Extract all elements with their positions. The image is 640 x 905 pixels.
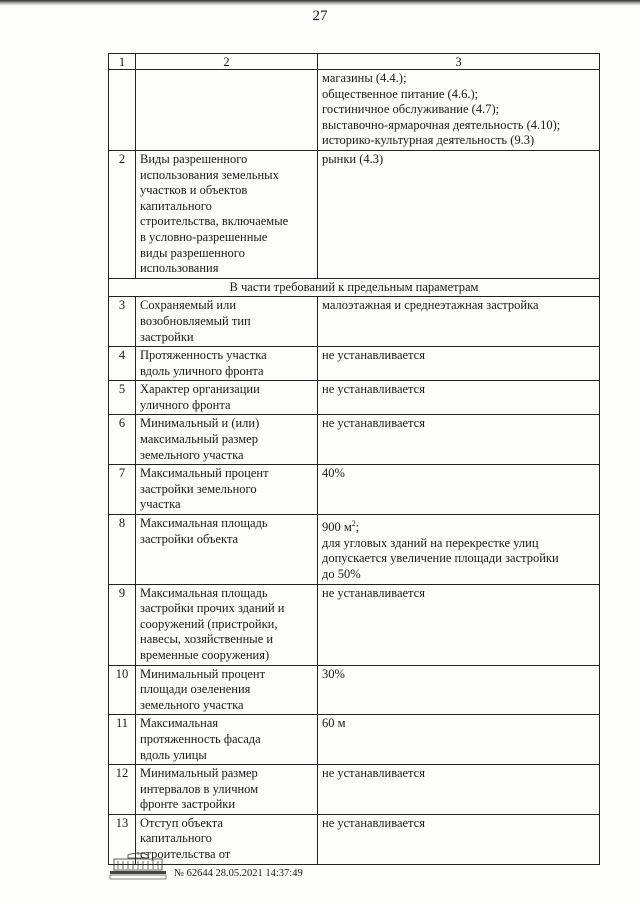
- parameter-line: участка: [140, 497, 181, 512]
- parameter-line: Протяженность участка: [140, 348, 267, 363]
- parameter-line: виды разрешенного: [140, 245, 245, 260]
- parameter-line: Максимальная: [140, 716, 219, 731]
- parameter-line: временные сооружения): [140, 647, 270, 662]
- row-parameter: [136, 665, 318, 715]
- value-line: 40%: [322, 466, 345, 481]
- area-unit-exponent: 2: [351, 519, 356, 529]
- parameter-line: площади озеленения: [140, 682, 251, 697]
- row-parameter: [136, 150, 318, 278]
- row-value: [318, 347, 600, 381]
- value-line: не устанавливается: [322, 382, 425, 397]
- parameter-line: Минимальный размер: [140, 766, 258, 781]
- table-row: [109, 715, 600, 765]
- parameter-line: Отступ объекта: [140, 815, 223, 830]
- table-row: [109, 347, 600, 381]
- area-tail: ;: [355, 520, 360, 535]
- row-number: 4: [109, 347, 136, 381]
- row-value: [318, 415, 600, 465]
- value-line: историко-культурная деятельность (9.3): [322, 133, 535, 148]
- row-value: [318, 381, 600, 415]
- row-number: [109, 70, 136, 151]
- parameter-line: уличного фронта: [140, 397, 231, 412]
- value-line: до 50%: [322, 566, 361, 581]
- value-line: не устанавливается: [322, 815, 425, 830]
- row-parameter: [136, 465, 318, 515]
- row-parameter: [136, 765, 318, 815]
- table-row: [109, 297, 600, 347]
- parameter-line: фронте застройки: [140, 797, 236, 812]
- parameter-line: Характер организации: [140, 382, 260, 397]
- parameter-line: застройки прочих зданий и: [140, 601, 285, 616]
- parameter-line: строительства от: [140, 847, 231, 862]
- parameter-line: Максимальная площадь: [140, 516, 268, 531]
- parameter-line: застройки объекта: [140, 531, 239, 546]
- row-number: 6: [109, 415, 136, 465]
- value-line: не устанавливается: [322, 585, 425, 600]
- value-line: не устанавливается: [322, 348, 425, 363]
- table-row: [109, 515, 600, 585]
- table-row: [109, 584, 600, 665]
- row-value: [318, 715, 600, 765]
- value-line: 30%: [322, 666, 345, 681]
- parameter-line: навесы, хозяйственные и: [140, 632, 274, 647]
- row-parameter: [136, 515, 318, 585]
- footer-stamp: [108, 852, 338, 882]
- parameter-line: Максимальный процент: [140, 466, 269, 481]
- row-value: [318, 465, 600, 515]
- row-value: [318, 584, 600, 665]
- value-line: [322, 516, 595, 536]
- row-value: [318, 765, 600, 815]
- row-value: [318, 297, 600, 347]
- row-parameter: [136, 584, 318, 665]
- header-col-3: 3: [318, 54, 600, 70]
- parameter-line: Максимальная площадь: [140, 585, 268, 600]
- value-line: магазины (4.4.);: [322, 71, 407, 85]
- row-number: 10: [109, 665, 136, 715]
- parameter-line: застройки земельного: [140, 481, 257, 496]
- parameter-line: в условно-разрешенные: [140, 229, 268, 244]
- row-parameter: [136, 415, 318, 465]
- table-row: [109, 381, 600, 415]
- row-parameter: [136, 347, 318, 381]
- row-number: 3: [109, 297, 136, 347]
- parameter-line: капитального: [140, 198, 212, 213]
- parameter-line: Минимальный процент: [140, 666, 266, 681]
- row-number: 5: [109, 381, 136, 415]
- row-value: [318, 515, 600, 585]
- value-line: не устанавливается: [322, 416, 425, 431]
- page-number: 27: [312, 8, 328, 24]
- value-line: общественное питание (4.6.);: [322, 86, 479, 101]
- row-parameter: [136, 715, 318, 765]
- value-line: 60 м: [322, 716, 346, 731]
- row-number: 12: [109, 765, 136, 815]
- parameter-line: строительства, включаемые: [140, 214, 289, 229]
- row-number: 9: [109, 584, 136, 665]
- header-col-1: 1: [109, 54, 136, 70]
- row-value: [318, 814, 600, 864]
- value-line: гостиничное обслуживание (4.7);: [322, 102, 500, 117]
- section-title: В части требований к предельным параметрам: [109, 278, 600, 297]
- row-parameter: [136, 70, 318, 151]
- row-parameter: [136, 297, 318, 347]
- parameter-line: земельного участка: [140, 697, 244, 712]
- row-value: рынки (4.3): [318, 150, 600, 278]
- value-line: малоэтажная и среднеэтажная застройка: [322, 298, 539, 313]
- table-row-continuation: [109, 70, 600, 151]
- parameter-line: возобновляемый тип: [140, 313, 251, 328]
- parameter-line: вдоль уличного фронта: [140, 363, 264, 378]
- parameter-line: сооружений (пристройки,: [140, 616, 278, 631]
- parameter-line: вдоль улицы: [140, 747, 207, 762]
- table-row: [109, 665, 600, 715]
- row-value: [318, 70, 600, 151]
- area-number: 900 м: [322, 520, 352, 535]
- row-number: 13: [109, 814, 136, 864]
- value-line: не устанавливается: [322, 766, 425, 781]
- row-parameter: [136, 381, 318, 415]
- regulation-table: [108, 53, 600, 865]
- value-line: для угловых зданий на перекрестке улиц: [322, 535, 539, 550]
- parameter-line: Виды разрешенного: [140, 151, 248, 166]
- parameter-line: Минимальный и (или): [140, 416, 260, 431]
- table-row: [109, 415, 600, 465]
- row-number: 7: [109, 465, 136, 515]
- parameter-rows: [109, 297, 600, 864]
- row-value: [318, 665, 600, 715]
- parameter-line: капитального: [140, 831, 212, 846]
- parameter-line: максимальный размер: [140, 432, 258, 447]
- parameter-line: использования земельных: [140, 167, 279, 182]
- scan-top-edge: [0, 0, 640, 6]
- section-row: [109, 278, 600, 297]
- table-row: [109, 765, 600, 815]
- row-number: 2: [109, 150, 136, 278]
- building-emblem-icon: [108, 852, 168, 880]
- header-col-2: 2: [136, 54, 318, 70]
- parameter-line: протяженность фасада: [140, 731, 261, 746]
- row-number: 8: [109, 515, 136, 585]
- parameter-line: интервалов в уличном: [140, 781, 259, 796]
- row-number: 11: [109, 715, 136, 765]
- value-line: допускается увеличение площади застройки: [322, 551, 559, 566]
- table-header-row: [109, 54, 600, 70]
- parameter-line: участков и объектов: [140, 183, 248, 198]
- table-row-2: [109, 150, 600, 278]
- parameter-line: земельного участка: [140, 447, 244, 462]
- parameter-line: застройки: [140, 329, 194, 344]
- table-row: [109, 465, 600, 515]
- parameter-line: использования: [140, 261, 219, 276]
- document-number: № 62644 28.05.2021 14:37:49: [174, 868, 303, 879]
- parameter-line: Сохраняемый или: [140, 298, 237, 313]
- value-line: выставочно-ярмарочная деятельность (4.10);: [322, 117, 561, 132]
